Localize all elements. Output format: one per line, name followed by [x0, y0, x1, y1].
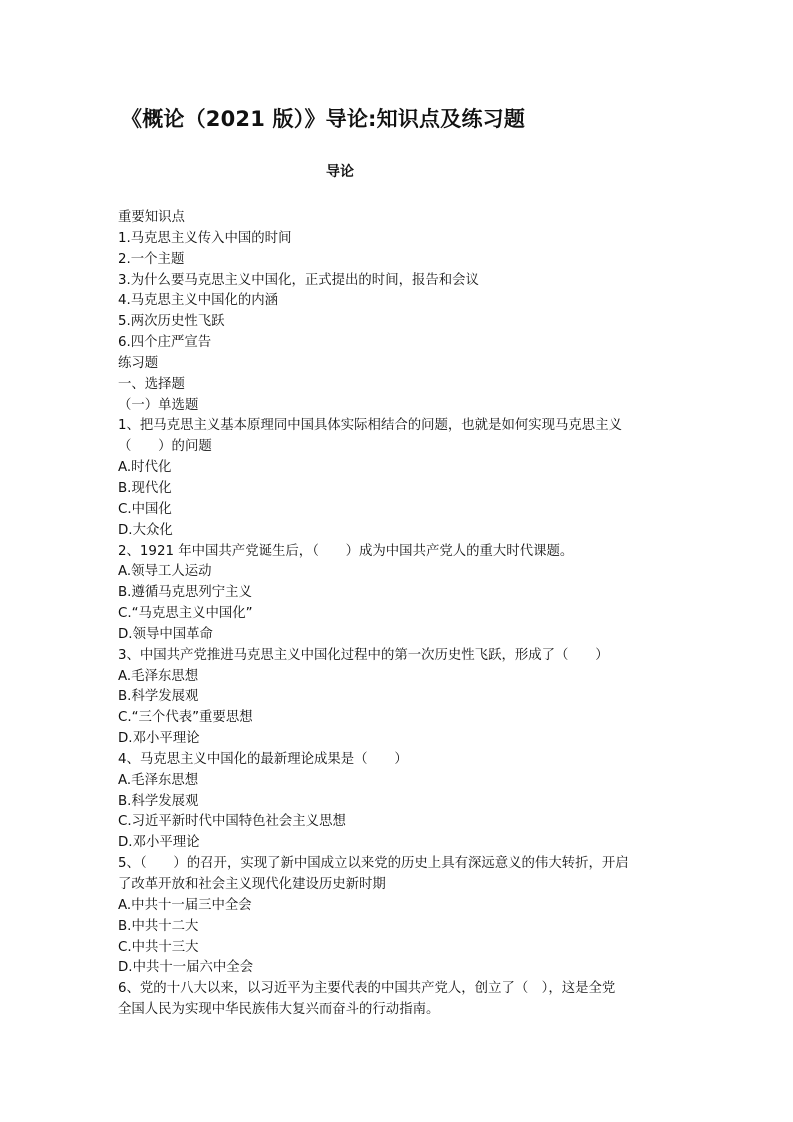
document-body [118, 208, 683, 1021]
question-2 [118, 542, 683, 646]
option-d: D.大众化 [118, 522, 173, 538]
option-c: C.“三个代表”重要思想 [118, 710, 253, 726]
key-points-heading: 重要知识点 [118, 210, 185, 225]
question-stem: （ ）的问题 [118, 439, 212, 455]
key-point-item: 3.为什么要马克思主义中国化，正式提出的时间，报告和会议 [118, 272, 479, 288]
option-c: C.习近平新时代中国特色社会主义思想 [118, 814, 346, 830]
option-a: A.毛泽东思想 [118, 772, 199, 788]
section-title: 导论 [326, 164, 354, 180]
question-1 [118, 416, 683, 541]
option-c: C.中共十三大 [118, 939, 199, 955]
subpart-heading: （一）单选题 [118, 397, 199, 413]
option-d: D.邓小平理论 [118, 731, 200, 747]
question-stem: 全国人民为实现中华民族伟大复兴而奋斗的行动指南。 [118, 1002, 440, 1018]
option-d: D.领导中国革命 [118, 626, 213, 642]
question-stem: 3、中国共产党推进马克思主义中国化过程中的第一次历史性飞跃，形成了（ ） [118, 647, 609, 663]
option-b: B.遵循马克思列宁主义 [118, 585, 252, 601]
question-stem: 4、马克思主义中国化的最新理论成果是（ ） [118, 751, 408, 767]
option-a: A.中共十一届三中全会 [118, 897, 252, 913]
question-stem: 6、党的十八大以来，以习近平为主要代表的中国共产党人，创立了（ ），这是全党 [118, 981, 616, 997]
option-a: A.毛泽东思想 [118, 668, 199, 684]
key-point-item: 6.四个庄严宣告 [118, 335, 212, 351]
option-c: C.“马克思主义中国化” [118, 606, 253, 622]
option-d: D.中共十一届六中全会 [118, 960, 254, 976]
question-6 [118, 979, 683, 1021]
key-points-section [118, 208, 683, 354]
question-stem: 2、1921 年中国共产党诞生后，（ ）成为中国共产党人的重大时代课题。 [118, 543, 574, 559]
option-d: D.邓小平理论 [118, 835, 200, 851]
option-a: A.领导工人运动 [118, 564, 212, 580]
option-c: C.中国化 [118, 501, 172, 517]
option-a: A.时代化 [118, 460, 172, 476]
document-title: 《概论（2021 版）》导论:知识点及练习题 [121, 107, 526, 131]
question-3 [118, 646, 683, 750]
key-point-item: 4.马克思主义中国化的内涵 [118, 293, 279, 309]
question-4 [118, 750, 683, 854]
question-5 [118, 854, 683, 979]
exercises-heading: 练习题 [118, 355, 159, 371]
key-point-item: 5.两次历史性飞跃 [118, 314, 225, 330]
question-stem: 5、（ ）的召开，实现了新中国成立以来党的历史上具有深远意义的伟大转折，开启 [118, 856, 629, 872]
option-b: B.科学发展观 [118, 793, 199, 809]
option-b: B.中共十二大 [118, 918, 199, 934]
question-stem: 了改革开放和社会主义现代化建设历史新时期 [118, 877, 386, 892]
part-heading: 一、选择题 [118, 376, 185, 392]
option-b: B.现代化 [118, 480, 172, 496]
option-b: B.科学发展观 [118, 689, 199, 705]
key-point-item: 1.马克思主义传入中国的时间 [118, 230, 292, 246]
question-stem: 1、把马克思主义基本原理同中国具体实际相结合的问题，也就是如何实现马克思主义 [118, 418, 622, 434]
exercises-section [118, 354, 683, 1021]
key-point-item: 2.一个主题 [118, 251, 185, 267]
